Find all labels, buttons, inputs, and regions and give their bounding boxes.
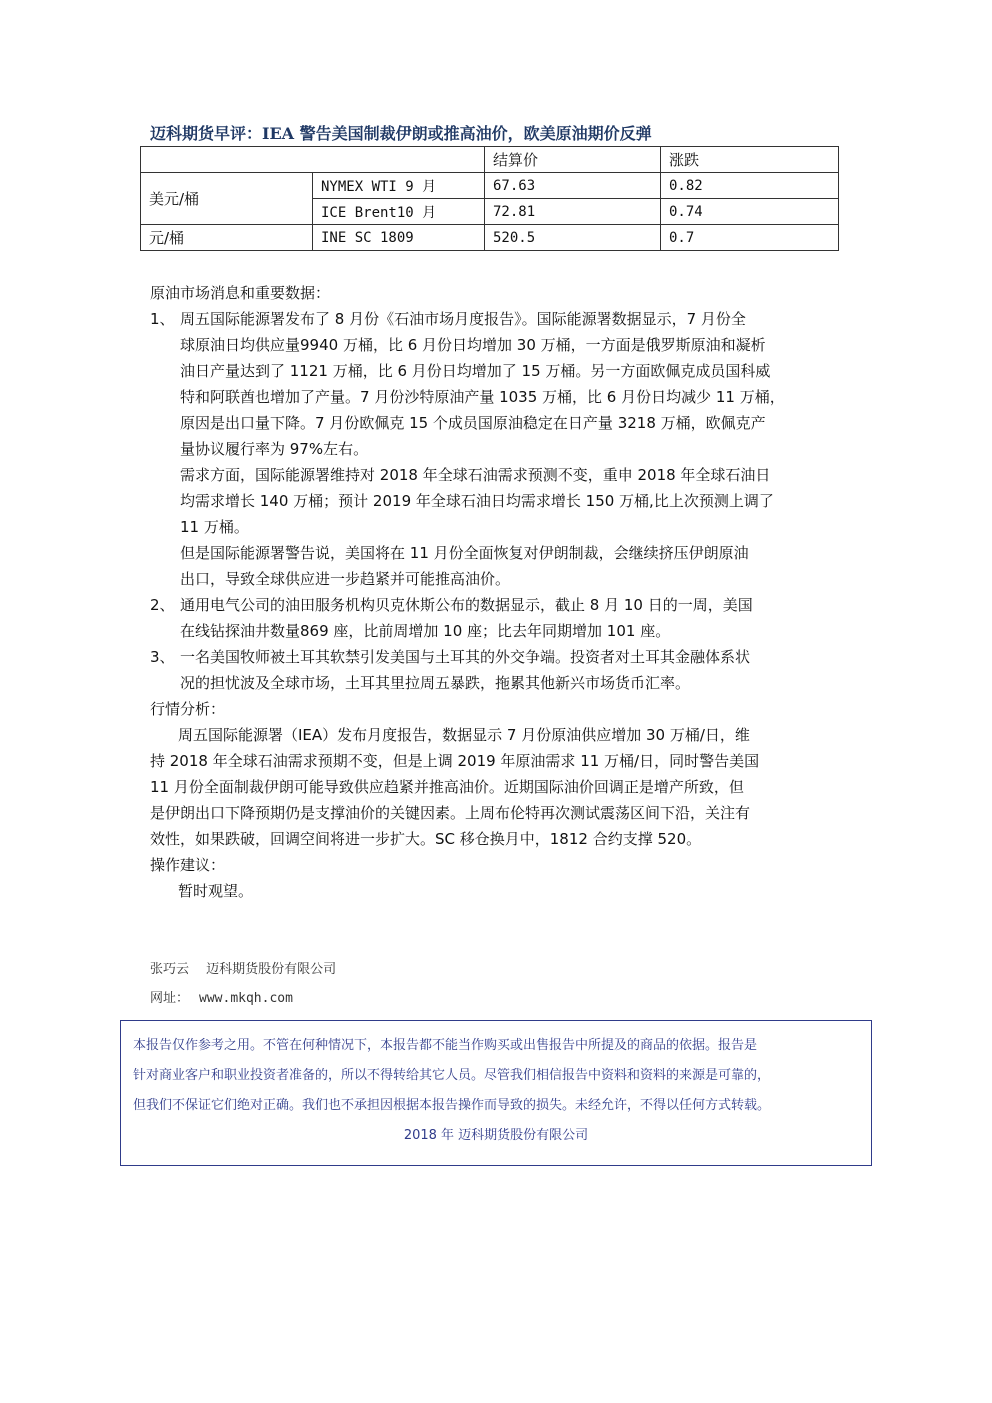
news-item bbox=[150, 644, 842, 696]
change-cell: 0.7 bbox=[661, 225, 839, 251]
disclaimer-box bbox=[120, 1020, 872, 1166]
news-line: 油日产量达到了 1121 万桶，比 6 月份日均增加了 15 万桶。另一方面欧佩克成员国科威 bbox=[180, 362, 771, 380]
table-header-blank bbox=[141, 147, 485, 173]
price-table bbox=[140, 146, 839, 251]
contract-cell: NYMEX WTI 9 月 bbox=[313, 173, 485, 199]
analysis-line: 11 月份全面制裁伊朗可能导致供应趋紧并推高油价。近期国际油价回调正是增产所致，但 bbox=[150, 778, 744, 796]
disclaimer-line: 针对商业客户和职业投资者准备的，所以不得转给其它人员。尽管我们相信报告中资料和资料的来源是可靠的， bbox=[133, 1068, 771, 1083]
contract-cell: ICE Brent10 月 bbox=[313, 199, 485, 225]
analysis-line: 效性，如果跌破，回调空间将进一步扩大。SC 移仓换月中，1812 合约支撑 520。 bbox=[150, 830, 702, 848]
news-line: 周五国际能源署发布了 8 月份《石油市场月度报告》。国际能源署数据显示，7 月份全 bbox=[180, 310, 746, 328]
table-header-settle: 结算价 bbox=[485, 147, 661, 173]
news-line: 球原油日均供应量9940 万桶，比 6 月份日均增加 30 万桶，一方面是俄罗斯原油和凝析 bbox=[180, 336, 766, 354]
news-line: 出口，导致全球供应进一步趋紧并可能推高油价。 bbox=[180, 570, 511, 588]
disclaimer-footer: 2018 年 迈科期货股份有限公司 bbox=[403, 1128, 589, 1143]
disclaimer-line: 但我们不保证它们绝对正确。我们也不承担因根据本报告操作而导致的损失。未经允许，不得以任何方式转载。 bbox=[133, 1098, 771, 1113]
settle-cell: 520.5 bbox=[485, 225, 661, 251]
author-line: 张巧云 迈科期货股份有限公司 bbox=[150, 962, 337, 977]
report-body bbox=[150, 280, 842, 904]
analysis-line: 持 2018 年全球石油需求预期不变，但是上调 2019 年原油需求 11 万桶/日，同时警告美国 bbox=[150, 752, 760, 770]
contract-cell: INE SC 1809 bbox=[313, 225, 485, 251]
website-line bbox=[150, 987, 293, 1006]
change-cell: 0.74 bbox=[661, 199, 839, 225]
table-row bbox=[141, 173, 839, 199]
website-link[interactable]: www.mkqh.com bbox=[199, 991, 293, 1006]
news-line: 均需求增长 140 万桶；预计 2019 年全球石油日均需求增长 150 万桶,比上次预测上调了 bbox=[180, 492, 774, 510]
news-line: 通用电气公司的油田服务机构贝克休斯公布的数据显示，截止 8 月 10 日的一周，美国 bbox=[180, 596, 753, 614]
news-line: 量协议履行率为 97%左右。 bbox=[180, 440, 369, 458]
news-line: 但是国际能源署警告说，美国将在 11 月份全面恢复对伊朗制裁，会继续挤压伊朗原油 bbox=[180, 544, 749, 562]
advice-text: 暂时观望。 bbox=[178, 882, 254, 900]
advice-heading: 操作建议： bbox=[150, 856, 226, 874]
table-row bbox=[141, 225, 839, 251]
analysis-heading: 行情分析： bbox=[150, 700, 226, 718]
analysis-line: 是伊朗出口下降预期仍是支撑油价的关键因素。上周布伦特再次测试震荡区间下沿，关注有 bbox=[150, 804, 751, 822]
report-title: 迈科期货早评：IEA 警告美国制裁伊朗或推高油价，欧美原油期价反弹 bbox=[150, 124, 652, 143]
news-item-number: 1、 bbox=[150, 310, 175, 328]
settle-cell: 72.81 bbox=[485, 199, 661, 225]
unit-cell: 美元/桶 bbox=[141, 173, 313, 225]
news-item bbox=[150, 306, 842, 592]
news-line: 特和阿联酋也增加了产量。7 月份沙特原油产量 1035 万桶，比 6 月份日均减少 11 万桶， bbox=[180, 388, 785, 406]
news-line: 11 万桶。 bbox=[180, 518, 249, 536]
news-item-number: 2、 bbox=[150, 596, 175, 614]
table-header-change: 涨跌 bbox=[661, 147, 839, 173]
news-line: 一名美国牧师被土耳其软禁引发美国与土耳其的外交争端。投资者对土耳其金融体系状 bbox=[180, 648, 751, 666]
news-item bbox=[150, 592, 842, 644]
news-item-number: 3、 bbox=[150, 648, 175, 666]
news-line: 况的担忧波及全球市场，土耳其里拉周五暴跌，拖累其他新兴市场货币汇率。 bbox=[180, 674, 691, 692]
news-line: 在线钻探油井数量869 座，比前周增加 10 座；比去年同期增加 101 座。 bbox=[180, 622, 671, 640]
news-line: 原因是出口量下降。7 月份欧佩克 15 个成员国原油稳定在日产量 3218 万桶，欧佩克产 bbox=[180, 414, 766, 432]
change-cell: 0.82 bbox=[661, 173, 839, 199]
website-label: 网址： bbox=[150, 991, 190, 1006]
settle-cell: 67.63 bbox=[485, 173, 661, 199]
disclaimer-line: 本报告仅作参考之用。不管在何种情况下，本报告都不能当作购买或出售报告中所提及的商品的依据。报告是 bbox=[133, 1038, 758, 1053]
news-line: 需求方面，国际能源署维持对 2018 年全球石油需求预测不变，重申 2018 年全球石油日 bbox=[180, 466, 771, 484]
analysis-line: 周五国际能源署（IEA）发布月度报告，数据显示 7 月份原油供应增加 30 万桶/日，维 bbox=[178, 726, 750, 744]
unit-cell: 元/桶 bbox=[141, 225, 313, 251]
table-header-row bbox=[141, 147, 839, 173]
news-heading: 原油市场消息和重要数据： bbox=[150, 284, 331, 302]
